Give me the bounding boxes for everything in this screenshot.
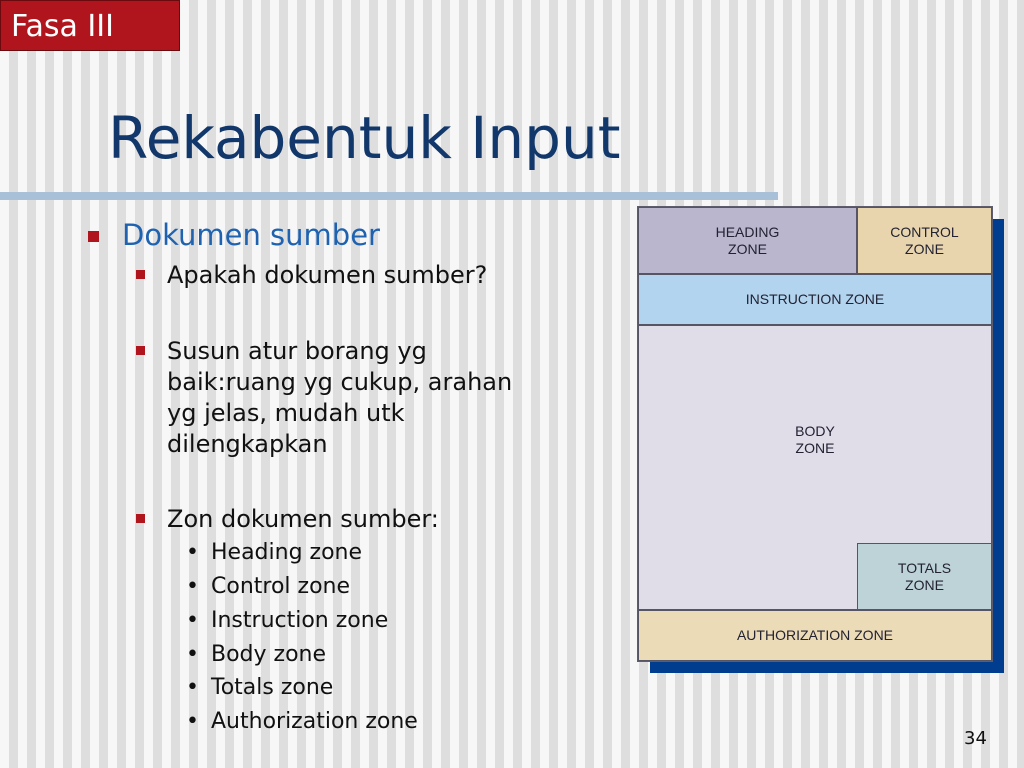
- list-item-text: Control zone: [211, 574, 351, 599]
- title-divider: [0, 192, 778, 200]
- list-item-text: Heading zone: [211, 540, 363, 565]
- bullet-square-icon: [136, 270, 145, 279]
- list-item-text: Instruction zone: [211, 608, 389, 633]
- bullet-square-icon: [88, 231, 99, 242]
- bullet-text-line: yg jelas, mudah utk: [167, 399, 405, 427]
- instruction-zone-box: INSTRUCTION ZONE: [638, 274, 992, 325]
- bullet-text-line: dilengkapkan: [167, 430, 328, 458]
- bullet-square-icon: [136, 514, 145, 523]
- bullet-text: Zon dokumen sumber:: [167, 505, 439, 533]
- bullet-dot-icon: •: [186, 709, 199, 734]
- control-zone-box: CONTROL ZONE: [857, 207, 992, 274]
- totals-zone-box: TOTALS ZONE: [857, 543, 992, 610]
- bullet-dot-icon: •: [186, 574, 199, 599]
- section-badge-label: Fasa III: [11, 9, 114, 44]
- heading-zone-box: HEADING ZONE: [638, 207, 857, 274]
- bullet-text: Dokumen sumber: [122, 218, 380, 252]
- bullet-dot-icon: •: [186, 608, 199, 633]
- bullet-text: Apakah dokumen sumber?: [167, 261, 488, 289]
- list-item-text: Authorization zone: [211, 709, 418, 734]
- bullet-dot-icon: •: [186, 642, 199, 667]
- bullet-text-line: baik:ruang yg cukup, arahan: [167, 368, 513, 396]
- bullet-square-icon: [136, 346, 145, 355]
- slide-title: Rekabentuk Input: [108, 104, 621, 172]
- body-zone-box: BODY ZONE: [638, 325, 992, 610]
- bullet-dot-icon: •: [186, 540, 199, 565]
- bullet-text-line: Susun atur borang yg: [167, 337, 427, 365]
- bullet-dot-icon: •: [186, 675, 199, 700]
- section-badge: [0, 0, 180, 51]
- source-document-zones-diagram: [638, 207, 992, 661]
- page-number: 34: [964, 728, 987, 749]
- authorization-zone-box: AUTHORIZATION ZONE: [638, 610, 992, 661]
- list-item-text: Body zone: [211, 642, 327, 667]
- list-item-text: Totals zone: [211, 675, 334, 700]
